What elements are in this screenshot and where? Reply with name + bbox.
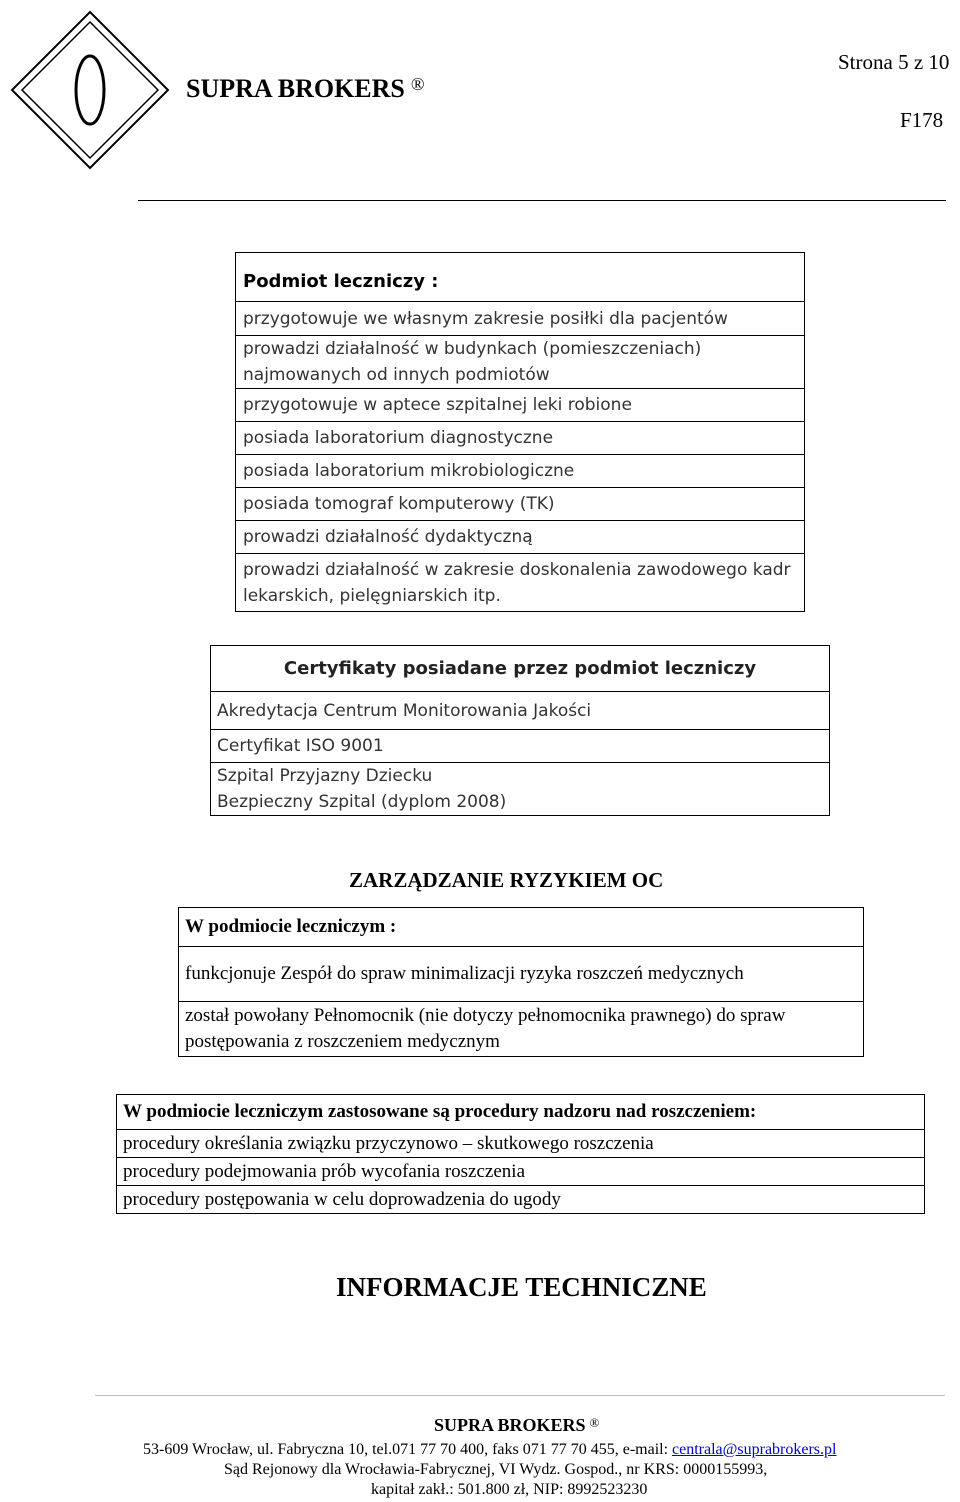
list-item: przygotowuje w aptece szpitalnej leki robione xyxy=(236,389,805,422)
certificates-heading: Certyfikaty posiadane przez podmiot leczniczy xyxy=(211,646,830,692)
footer-brand xyxy=(434,1415,599,1436)
list-item: procedury podejmowania prób wycofania roszczenia xyxy=(117,1158,925,1186)
facility-features-table xyxy=(235,252,805,612)
footer-court: Sąd Rejonowy dla Wrocławia-Fabrycznej, VI Wydz. Gospod., nr KRS: 0000155993, xyxy=(224,1461,768,1478)
risk-management-title: ZARZĄDZANIE RYZYKIEM OC xyxy=(349,868,664,892)
list-item: posiada laboratorium diagnostyczne xyxy=(236,422,805,455)
list-item: posiada tomograf komputerowy (TK) xyxy=(236,488,805,521)
list-item xyxy=(211,763,830,816)
procedures-heading: W podmiocie leczniczym zastosowane są procedury nadzoru nad roszczeniem: xyxy=(117,1095,925,1130)
technical-info-title: INFORMACJE TECHNICZNE xyxy=(336,1272,707,1302)
footer-address-text: 53-609 Wrocław, ul. Fabryczna 10, tel.071 77 70 400, faks 071 77 70 455, e-mail: xyxy=(143,1441,673,1458)
list-item: procedury postępowania w celu doprowadzenia do ugody xyxy=(117,1186,925,1214)
certificate-line: Szpital Przyjazny Dziecku xyxy=(217,766,433,786)
facility-heading: Podmiot leczniczy : xyxy=(236,253,805,302)
risk-management-table xyxy=(178,907,864,1057)
list-item: prowadzi działalność w budynkach (pomieszczeniach) najmowanych od innych podmiotów xyxy=(236,336,805,389)
list-item: Akredytacja Centrum Monitorowania Jakości xyxy=(211,692,830,730)
company-logo xyxy=(10,10,170,170)
registered-mark: ® xyxy=(410,74,425,94)
risk-heading: W podmiocie leczniczym : xyxy=(179,908,864,947)
certificates-table xyxy=(210,645,830,816)
form-code: F178 xyxy=(900,108,944,132)
email-link[interactable]: centrala@suprabrokers.pl xyxy=(672,1441,837,1458)
claims-procedures-table xyxy=(116,1094,925,1214)
list-item: został powołany Pełnomocnik (nie dotyczy pełnomocnika prawnego) do spraw postępowania z roszczeniem medycznym xyxy=(179,1002,864,1057)
list-item: funkcjonuje Zespół do spraw minimalizacji ryzyka roszczeń medycznych xyxy=(179,947,864,1002)
footer-address xyxy=(143,1441,836,1459)
list-item: prowadzi działalność w zakresie doskonalenia zawodowego kadr lekarskich, pielęgniarskich itp. xyxy=(236,554,805,612)
list-item: posiada laboratorium mikrobiologiczne xyxy=(236,455,805,488)
footer-capital: kapitał zakł.: 501.800 zł, NIP: 8992523230 xyxy=(371,1481,648,1498)
footer-brand-name: SUPRA BROKERS xyxy=(434,1415,586,1435)
header-rule xyxy=(138,200,946,201)
certificate-line: Bezpieczny Szpital (dyplom 2008) xyxy=(217,792,507,812)
footer-registered-mark: ® xyxy=(589,1415,600,1430)
page-number: Strona 5 z 10 xyxy=(838,50,950,74)
list-item: procedury określania związku przyczynowo – skutkowego roszczenia xyxy=(117,1130,925,1158)
list-item: Certyfikat ISO 9001 xyxy=(211,730,830,763)
header-brand xyxy=(186,74,425,104)
list-item: prowadzi działalność dydaktyczną xyxy=(236,521,805,554)
list-item: przygotowuje we własnym zakresie posiłki dla pacjentów xyxy=(236,302,805,336)
header-brand-name: SUPRA BROKERS xyxy=(186,74,405,103)
footer-rule xyxy=(95,1395,945,1396)
